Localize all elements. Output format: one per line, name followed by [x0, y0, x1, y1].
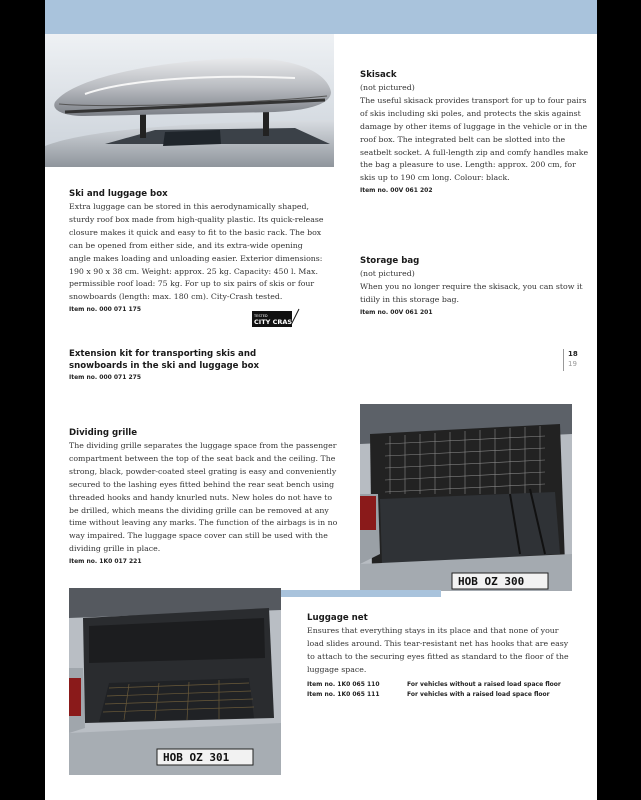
ski-box-description: Extra luggage can be stored in this aerodynamically shaped, sturdy roof box made from high-quality plastic. Its quick-release closure makes it quick and easy to fit to the basic rack. The box can be opened from either side, and its extra-wide opening angle makes loading and unloading easier. Exterior dimensions: 190 x 90 x 38 cm. Weight: approx. 25 kg. Capacity: 450 l. Max. permissible roof load: 75 kg. For up to six pairs of skis or four snowboards (length: max. 180 cm). City-Crash tested.	[69, 202, 324, 302]
storage-bag-description: When you no longer require the skisack, you can stow it tidily in this storage bag.	[360, 281, 583, 304]
storage-bag-note: (not pictured)	[360, 269, 415, 278]
top-color-band	[45, 0, 597, 34]
luggage-net-item-row	[307, 680, 575, 690]
svg-text:CITY CRASH: CITY CRASH	[254, 318, 298, 326]
dividing-grille-item-number: Item no. 1K0 017 221	[69, 558, 142, 566]
skisack-item-number: Item no. 00V 061 202	[360, 187, 433, 195]
page-number-current: 18	[568, 350, 578, 358]
storage-bag-item-number: Item no. 00V 061 201	[360, 308, 433, 316]
skisack-title: Skisack	[360, 70, 397, 80]
ski-box-section	[69, 188, 327, 315]
dividing-grille-title: Dividing grille	[69, 428, 138, 438]
dividing-grille-section	[69, 427, 341, 567]
luggage-net-description: Ensures that everything stays in its place and that none of your load slides around. This tear-resistant net has hooks that are easy to attach to the securing eyes fitted as standard to the floor of the luggage space.	[307, 626, 569, 674]
luggage-net-item-number: Item no. 1K0 065 110	[307, 680, 380, 688]
ski-box-item-number: Item no. 000 071 175	[69, 306, 142, 314]
luggage-net-item-desc: For vehicles with a raised load space floor	[407, 690, 550, 698]
luggage-net-section	[307, 612, 575, 700]
luggage-net-photo	[69, 588, 281, 775]
skisack-note: (not pictured)	[360, 83, 415, 92]
city-crash-logo	[252, 307, 300, 331]
right-black-margin	[597, 0, 641, 800]
skisack-description: The useful skisack provides transport for up to four pairs of skis including ski poles, and protects the skis against damage by other items of luggage in the vehicle or in the roof box. The integrated belt can be slotted into the seatbelt socket. A full-length zip and comfy handles make the bag a pleasure to use. Length: approx. 200 cm, for skis up to 190 cm long. Colour: black.	[360, 95, 589, 183]
net-color-band	[281, 590, 441, 597]
catalog-page	[45, 0, 597, 800]
svg-text:TESTED: TESTED	[254, 314, 268, 318]
dividing-grille-description: The dividing grille separates the luggage space from the passenger compartment between the top of the seat back and the ceiling. The strong, black, powder-coated steel grating is easy and conveniently secured to the lashing eyes fitted behind the rear seat bench using threaded hooks and handy knurled nuts. New holes do not have to be drilled, which means the dividing grille can be removed at any time without leaving any marks. The function of the airbags is in no way impaired. The luggage space cover can still be used with the dividing grille in place.	[69, 441, 338, 554]
luggage-net-item-number: Item no. 1K0 065 111	[307, 690, 380, 698]
storage-bag-section	[360, 255, 590, 318]
luggage-net-title: Luggage net	[307, 613, 368, 623]
page-number-divider	[563, 349, 564, 371]
extension-kit-title: Extension kit for transporting skis and snowboards in the ski and luggage box	[69, 349, 260, 371]
svg-text:HOB OZ 300: HOB OZ 300	[458, 575, 525, 588]
luggage-net-item-row	[307, 690, 575, 700]
skisack-section	[360, 69, 590, 196]
ski-box-photo	[45, 34, 334, 167]
ski-box-title: Ski and luggage box	[69, 189, 168, 199]
extension-kit-item-number: Item no. 000 071 275	[69, 374, 142, 381]
page-numbers	[568, 349, 590, 369]
page-number-next: 19	[568, 360, 577, 368]
storage-bag-title: Storage bag	[360, 256, 420, 266]
svg-text:HOB OZ 301: HOB OZ 301	[163, 751, 230, 764]
extension-kit-section	[69, 348, 309, 383]
dividing-grille-photo	[360, 404, 572, 591]
luggage-net-item-desc: For vehicles without a raised load space floor	[407, 680, 561, 688]
